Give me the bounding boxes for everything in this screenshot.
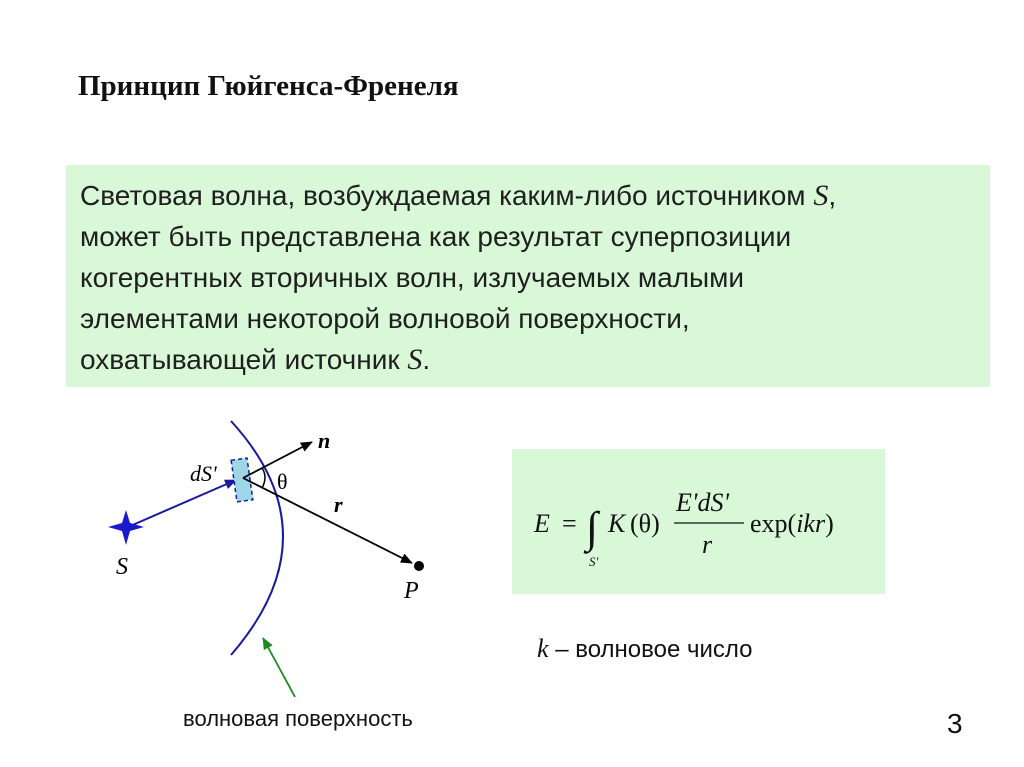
- definition-line-2: может быть представлена как результат суперпозиции: [80, 221, 792, 252]
- label-n: n: [318, 428, 331, 453]
- r-vector: [243, 478, 412, 563]
- surface-label: волновая поверхность: [183, 706, 413, 731]
- label-S: S: [116, 554, 128, 580]
- theta-angle-arc: [262, 468, 265, 488]
- integral-sign: ∫: [586, 503, 599, 552]
- definition-line-3: когерентных вторичных волн, излучаемых малыми: [80, 262, 745, 293]
- slide-title: Принцип Гюйгенса-Френеля: [78, 70, 459, 102]
- observation-point: [414, 561, 424, 571]
- formula-equals: =: [562, 509, 577, 538]
- formula-E: E: [534, 509, 550, 538]
- punctuation: .: [422, 344, 431, 375]
- note-text: – волновое число: [548, 636, 753, 663]
- definition-text: охватывающей источник: [80, 344, 408, 375]
- formula-theta-arg: (θ): [630, 509, 660, 538]
- formula-exp: exp(ikr): [750, 509, 834, 538]
- incident-ray: [128, 480, 236, 527]
- label-theta: θ: [277, 469, 288, 494]
- source-symbol: S: [813, 179, 829, 212]
- formula-K: K: [608, 509, 626, 538]
- label-r: r: [334, 492, 343, 517]
- formula-box: [512, 449, 885, 594]
- wavenumber-note: [537, 634, 753, 664]
- punctuation: ,: [828, 180, 837, 211]
- fraction-numerator: E'dS': [676, 488, 730, 517]
- surface-pointer-arrow: [263, 638, 295, 697]
- integral-subscript: S': [589, 554, 599, 569]
- formula: [512, 449, 885, 594]
- source-symbol: S: [407, 343, 423, 376]
- surface-element: [231, 458, 253, 502]
- definition-line-4: элементами некоторой волновой поверхности,: [80, 303, 690, 334]
- label-P: P: [404, 578, 419, 604]
- definition-text: Световая волна, возбуждаемая каким-либо источником: [80, 180, 814, 211]
- k-symbol: k: [537, 634, 549, 663]
- fraction-denominator: r: [702, 530, 713, 559]
- label-dS: dS': [190, 461, 217, 486]
- source-star-icon: [108, 510, 144, 545]
- page-number: 3: [947, 708, 963, 739]
- wavefront-arc: [231, 421, 283, 655]
